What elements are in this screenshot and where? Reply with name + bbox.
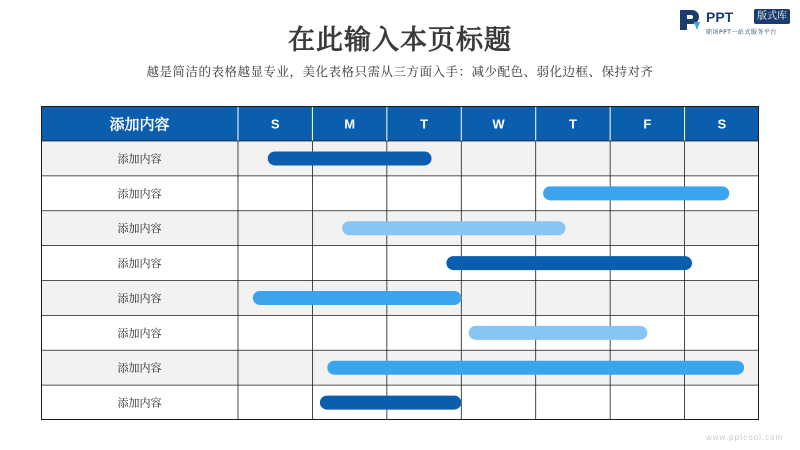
row-label: 添加内容	[117, 396, 162, 410]
day-header-2: T	[420, 116, 429, 132]
watermark: www.pptcool.com	[706, 433, 784, 442]
gantt-bar	[446, 256, 692, 270]
gantt-bar	[327, 361, 744, 375]
gantt-bar	[268, 151, 432, 165]
day-header-5: F	[643, 116, 652, 132]
gantt-bar	[543, 186, 729, 200]
row-label: 添加内容	[117, 291, 162, 305]
logo-text: PPT	[706, 9, 734, 25]
row-label: 添加内容	[117, 257, 162, 271]
row-label: 添加内容	[117, 187, 162, 201]
day-header-0: S	[270, 116, 280, 132]
page-title: 在此输入本页标题	[288, 25, 512, 56]
gantt-bar	[342, 221, 565, 235]
row-label: 添加内容	[117, 222, 162, 236]
gantt-bar	[320, 396, 461, 410]
gantt-bar	[253, 291, 461, 305]
gantt-svg	[41, 106, 759, 420]
day-header-4: T	[568, 116, 577, 132]
day-header-3: W	[492, 116, 505, 132]
gantt-bar	[469, 326, 648, 340]
row-label: 添加内容	[117, 326, 162, 340]
day-header-1: M	[344, 116, 356, 132]
gantt-table	[41, 106, 759, 420]
day-header-6: S	[717, 116, 727, 132]
row-label: 添加内容	[117, 361, 162, 375]
logo-slogan: 职场PPT一站式服务平台	[706, 29, 777, 36]
header-label: 添加内容	[109, 115, 170, 134]
logo-badge: 版式库	[754, 9, 790, 24]
page-subtitle: 越是简洁的表格越显专业，美化表格只需从三方面入手：减少配色、弱化边框、保持对齐	[146, 64, 654, 79]
row-label: 添加内容	[117, 152, 162, 166]
